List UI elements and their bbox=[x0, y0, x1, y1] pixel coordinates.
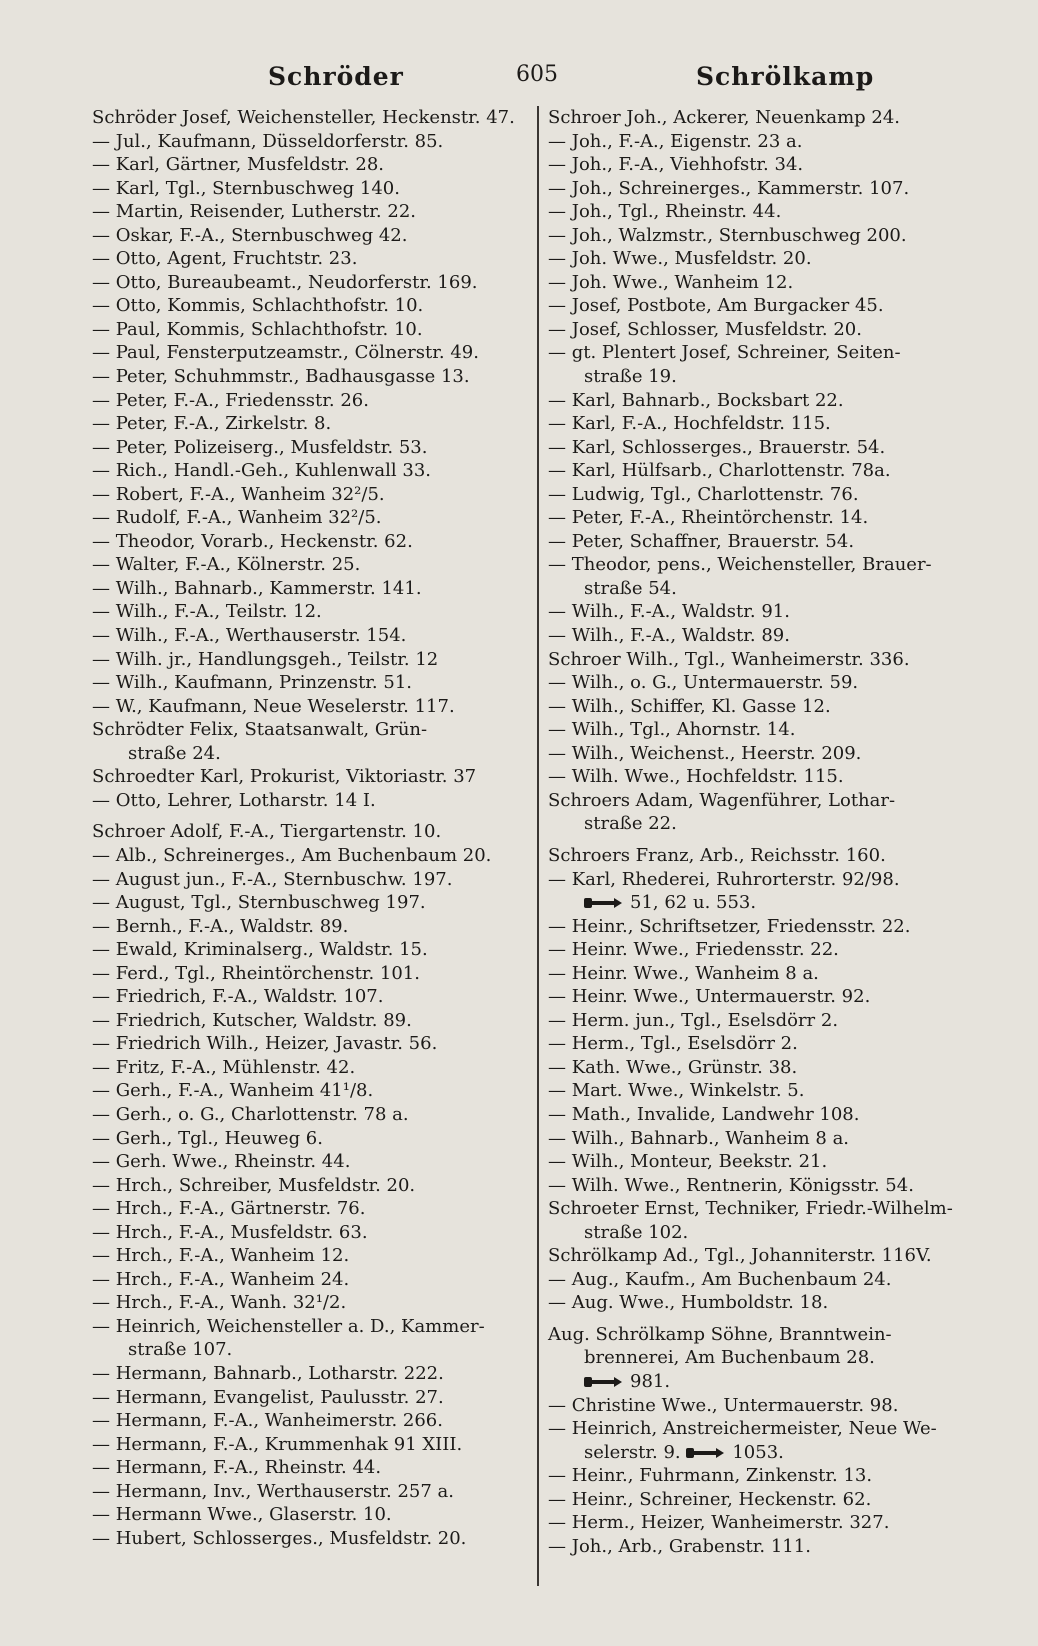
entry: — Rudolf, F.-A., Wanheim 32²/5. bbox=[92, 507, 382, 529]
entry: Schrölkamp Ad., Tgl., Johanniterstr. 116V. bbox=[548, 1245, 932, 1267]
entry: Schrödter Felix, Staatsanwalt, Grün- bbox=[92, 719, 428, 741]
entry: — Joh., F.-A., Eigenstr. 23 a. bbox=[548, 130, 803, 152]
entry: — Hermann, F.-A., Wanheimerstr. 266. bbox=[92, 1410, 443, 1432]
entry: — Aug., Kaufm., Am Buchenbaum 24. bbox=[548, 1268, 892, 1290]
entry: — Otto, Kommis, Schlachthofstr. 10. bbox=[92, 295, 424, 317]
entry: — Rich., Handl.-Geh., Kuhlenwall 33. bbox=[92, 460, 432, 482]
telephone-icon bbox=[584, 1376, 624, 1388]
telephone-numbers: 51, 62 u. 553. bbox=[630, 892, 757, 914]
entry: — Hermann, Evangelist, Paulusstr. 27. bbox=[92, 1386, 444, 1408]
entry: — Peter, Schaffner, Brauerstr. 54. bbox=[548, 530, 855, 552]
entry: — Herm., Tgl., Eselsdörr 2. bbox=[548, 1033, 798, 1055]
entry: — Heinr., Schreiner, Heckenstr. 62. bbox=[548, 1488, 872, 1510]
entry-continuation: straße 22. bbox=[584, 813, 677, 835]
entry: — Wilh., Schiffer, Kl. Gasse 12. bbox=[548, 695, 831, 717]
entry: — Karl, Tgl., Sternbuschweg 140. bbox=[92, 177, 400, 199]
telephone-icon bbox=[686, 1447, 726, 1459]
entry: — Joh., Walzmstr., Sternbuschweg 200. bbox=[548, 224, 907, 246]
entry: — Peter, F.-A., Friedensstr. 26. bbox=[92, 389, 369, 411]
entry: — Hermann, F.-A., Krummenhak 91 XIII. bbox=[92, 1433, 463, 1455]
entry: — Otto, Bureaubeamt., Neudorferstr. 169. bbox=[92, 271, 478, 293]
entry: — Martin, Reisender, Lutherstr. 22. bbox=[92, 201, 416, 223]
entry: — Gerh., Tgl., Heuweg 6. bbox=[92, 1127, 323, 1149]
entry: — Wilh., Bahnarb., Kammerstr. 141. bbox=[92, 577, 422, 599]
entry: — Hrch., F.-A., Musfeldstr. 63. bbox=[92, 1221, 368, 1243]
entry: — Christine Wwe., Untermauerstr. 98. bbox=[548, 1394, 899, 1416]
entry: — Joh., F.-A., Viehhofstr. 34. bbox=[548, 154, 804, 176]
entry: Schröder Josef, Weichensteller, Heckenstr. 47. bbox=[92, 107, 515, 128]
entry: — Hrch., F.-A., Wanh. 32¹/2. bbox=[92, 1292, 347, 1314]
entry: — Hubert, Schlosserges., Musfeldstr. 20. bbox=[92, 1527, 467, 1549]
entry: — Wilh., Bahnarb., Wanheim 8 a. bbox=[548, 1127, 850, 1149]
entry: — Jul., Kaufmann, Düsseldorferstr. 85. bbox=[92, 130, 444, 152]
entry-continuation bbox=[548, 1441, 952, 1465]
entry: Schroer Joh., Ackerer, Neuenkamp 24. bbox=[548, 107, 901, 128]
entry: — Kath. Wwe., Grünstr. 38. bbox=[548, 1056, 798, 1078]
entry: — Gerh., F.-A., Wanheim 41¹/8. bbox=[92, 1080, 374, 1102]
entry: — Friedrich Wilh., Heizer, Javastr. 56. bbox=[92, 1033, 438, 1055]
entry: — Fritz, F.-A., Mühlenstr. 42. bbox=[92, 1056, 356, 1078]
entry: — W., Kaufmann, Neue Weselerstr. 117. bbox=[92, 695, 455, 717]
entry: — Heinr., Fuhrmann, Zinkenstr. 13. bbox=[548, 1465, 873, 1487]
entry: — Heinrich, Anstreichermeister, Neue We- bbox=[548, 1418, 937, 1440]
entry: — Karl, Rhederei, Ruhrorterstr. 92/98. bbox=[548, 868, 900, 890]
entry: Schroer Adolf, F.-A., Tiergartenstr. 10. bbox=[92, 821, 442, 843]
entry: — Peter, F.-A., Rheintörchenstr. 14. bbox=[548, 507, 869, 529]
header-left-name: Schröder bbox=[268, 62, 404, 91]
entry: — Theodor, pens., Weichensteller, Brauer- bbox=[548, 554, 932, 576]
entry: — Josef, Postbote, Am Burgacker 45. bbox=[548, 295, 884, 317]
entry-continuation: straße 54. bbox=[584, 577, 677, 599]
entry-continuation: straße 102. bbox=[584, 1221, 689, 1243]
entry: Schroers Adam, Wagenführer, Lothar- bbox=[548, 789, 896, 811]
entry: — Wilh. Wwe., Hochfeldstr. 115. bbox=[548, 766, 844, 788]
entry-continuation-text: selerstr. 9. bbox=[584, 1441, 681, 1463]
entry: — Wilh., F.-A., Teilstr. 12. bbox=[92, 601, 322, 623]
entry: — Bernh., F.-A., Waldstr. 89. bbox=[92, 915, 349, 937]
entry: — Ludwig, Tgl., Charlottenstr. 76. bbox=[548, 483, 859, 505]
entry: — Josef, Schlosser, Musfeldstr. 20. bbox=[548, 318, 862, 340]
entry: — Peter, F.-A., Zirkelstr. 8. bbox=[92, 413, 332, 435]
entry: — Peter, Polizeiserg., Musfeldstr. 53. bbox=[92, 436, 428, 458]
entry: — Heinr. Wwe., Wanheim 8 a. bbox=[548, 962, 819, 984]
entry: — Heinr. Wwe., Untermauerstr. 92. bbox=[548, 986, 871, 1008]
entry: — Alb., Schreinerges., Am Buchenbaum 20. bbox=[92, 844, 492, 866]
entry: — Hermann, Bahnarb., Lotharstr. 222. bbox=[92, 1362, 444, 1384]
entry: — August jun., F.-A., Sternbuschw. 197. bbox=[92, 868, 453, 890]
entry: — Hermann, F.-A., Rheinstr. 44. bbox=[92, 1457, 382, 1479]
entry-continuation: straße 24. bbox=[128, 742, 221, 764]
entry: — Walter, F.-A., Kölnerstr. 25. bbox=[92, 554, 361, 576]
entry: — Friedrich, Kutscher, Waldstr. 89. bbox=[92, 1009, 412, 1031]
entry: — Wilh., Kaufmann, Prinzenstr. 51. bbox=[92, 672, 413, 694]
entry: — Herm., Heizer, Wanheimerstr. 327. bbox=[548, 1512, 890, 1534]
right-column bbox=[548, 106, 952, 1558]
entry: — Heinrich, Weichensteller a. D., Kammer- bbox=[92, 1315, 485, 1337]
entry: — Joh. Wwe., Wanheim 12. bbox=[548, 271, 794, 293]
entry: Schroers Franz, Arb., Reichsstr. 160. bbox=[548, 844, 886, 866]
entry: — Wilh., F.-A., Werthauserstr. 154. bbox=[92, 625, 407, 647]
entry: — Hrch., F.-A., Wanheim 24. bbox=[92, 1268, 350, 1290]
entry: Schroedter Karl, Prokurist, Viktoriastr. 37 bbox=[92, 766, 477, 788]
entry: — Gerh. Wwe., Rheinstr. 44. bbox=[92, 1151, 351, 1173]
entry: — Hermann, Inv., Werthauserstr. 257 a. bbox=[92, 1480, 455, 1502]
entry: — Oskar, F.-A., Sternbuschweg 42. bbox=[92, 224, 408, 246]
entry: — Hrch., Schreiber, Musfeldstr. 20. bbox=[92, 1174, 416, 1196]
entry: — Joh. Wwe., Musfeldstr. 20. bbox=[548, 248, 812, 270]
entry: — Wilh., Monteur, Beekstr. 21. bbox=[548, 1151, 828, 1173]
entry: — Ferd., Tgl., Rheintörchenstr. 101. bbox=[92, 962, 420, 984]
entry: — Robert, F.-A., Wanheim 32²/5. bbox=[92, 483, 385, 505]
entry: Aug. Schrölkamp Söhne, Branntwein- bbox=[548, 1323, 892, 1345]
entry: — gt. Plentert Josef, Schreiner, Seiten- bbox=[548, 342, 901, 364]
entry: — Peter, Schuhmmstr., Badhausgasse 13. bbox=[92, 366, 470, 388]
entry: Schroer Wilh., Tgl., Wanheimerstr. 336. bbox=[548, 648, 910, 670]
entry: — Karl, Hülfsarb., Charlottenstr. 78a. bbox=[548, 460, 891, 482]
entry-continuation bbox=[548, 891, 952, 915]
entry: — Karl, Bahnarb., Bocksbart 22. bbox=[548, 389, 844, 411]
page-header bbox=[0, 56, 1038, 96]
entry: — Herm. jun., Tgl., Eselsdörr 2. bbox=[548, 1009, 839, 1031]
entry: — Paul, Fensterputzeamstr., Cölnerstr. 49. bbox=[92, 342, 479, 364]
entry: — Karl, F.-A., Hochfeldstr. 115. bbox=[548, 413, 831, 435]
entry: — Wilh. jr., Handlungsgeh., Teilstr. 12 bbox=[92, 648, 439, 670]
entry: — Joh., Tgl., Rheinstr. 44. bbox=[548, 201, 782, 223]
entry: — August, Tgl., Sternbuschweg 197. bbox=[92, 892, 426, 914]
entry: — Gerh., o. G., Charlottenstr. 78 a. bbox=[92, 1103, 409, 1125]
entry-continuation: straße 107. bbox=[128, 1339, 233, 1361]
entry: — Joh., Arb., Grabenstr. 111. bbox=[548, 1535, 811, 1557]
entry: — Mart. Wwe., Winkelstr. 5. bbox=[548, 1080, 805, 1102]
entry: — Wilh., Tgl., Ahornstr. 14. bbox=[548, 719, 796, 741]
entry: — Wilh., Weichenst., Heerstr. 209. bbox=[548, 742, 862, 764]
entry: — Aug. Wwe., Humboldstr. 18. bbox=[548, 1292, 829, 1314]
entry: — Wilh., F.-A., Waldstr. 91. bbox=[548, 601, 790, 623]
entry: — Friedrich, F.-A., Waldstr. 107. bbox=[92, 986, 384, 1008]
entry: — Math., Invalide, Landwehr 108. bbox=[548, 1103, 860, 1125]
entry: — Ewald, Kriminalserg., Waldstr. 15. bbox=[92, 939, 428, 961]
column-divider bbox=[537, 106, 539, 1586]
entry: — Wilh., o. G., Untermauerstr. 59. bbox=[548, 672, 859, 694]
entry-continuation: brennerei, Am Buchenbaum 28. bbox=[584, 1347, 875, 1369]
telephone-number: 981. bbox=[630, 1370, 671, 1392]
entry: — Paul, Kommis, Schlachthofstr. 10. bbox=[92, 318, 423, 340]
entry: — Otto, Lehrer, Lotharstr. 14 I. bbox=[92, 789, 376, 811]
header-right-name: Schrölkamp bbox=[696, 62, 875, 91]
entry: — Heinr. Wwe., Friedensstr. 22. bbox=[548, 939, 839, 961]
entry: — Hrch., F.-A., Wanheim 12. bbox=[92, 1245, 350, 1267]
entry: — Theodor, Vorarb., Heckenstr. 62. bbox=[92, 530, 413, 552]
telephone-icon bbox=[584, 897, 624, 909]
entry: — Otto, Agent, Fruchtstr. 23. bbox=[92, 248, 358, 270]
entry: — Joh., Schreinerges., Kammerstr. 107. bbox=[548, 177, 910, 199]
left-column bbox=[92, 106, 516, 1550]
entry: — Karl, Schlosserges., Brauerstr. 54. bbox=[548, 436, 886, 458]
entry: — Wilh., F.-A., Waldstr. 89. bbox=[548, 625, 790, 647]
entry-continuation bbox=[548, 1370, 952, 1394]
entry: — Karl, Gärtner, Musfeldstr. 28. bbox=[92, 154, 384, 176]
entry: — Wilh. Wwe., Rentnerin, Königsstr. 54. bbox=[548, 1174, 914, 1196]
entry: — Hermann Wwe., Glaserstr. 10. bbox=[92, 1504, 392, 1526]
telephone-number: 1053. bbox=[732, 1441, 784, 1463]
entry: — Heinr., Schriftsetzer, Friedensstr. 22. bbox=[548, 915, 911, 937]
entry: Schroeter Ernst, Techniker, Friedr.-Wilhelm- bbox=[548, 1198, 953, 1220]
page-number: 605 bbox=[516, 62, 558, 87]
entry-continuation: straße 19. bbox=[584, 366, 677, 388]
entry: — Hrch., F.-A., Gärtnerstr. 76. bbox=[92, 1198, 366, 1220]
